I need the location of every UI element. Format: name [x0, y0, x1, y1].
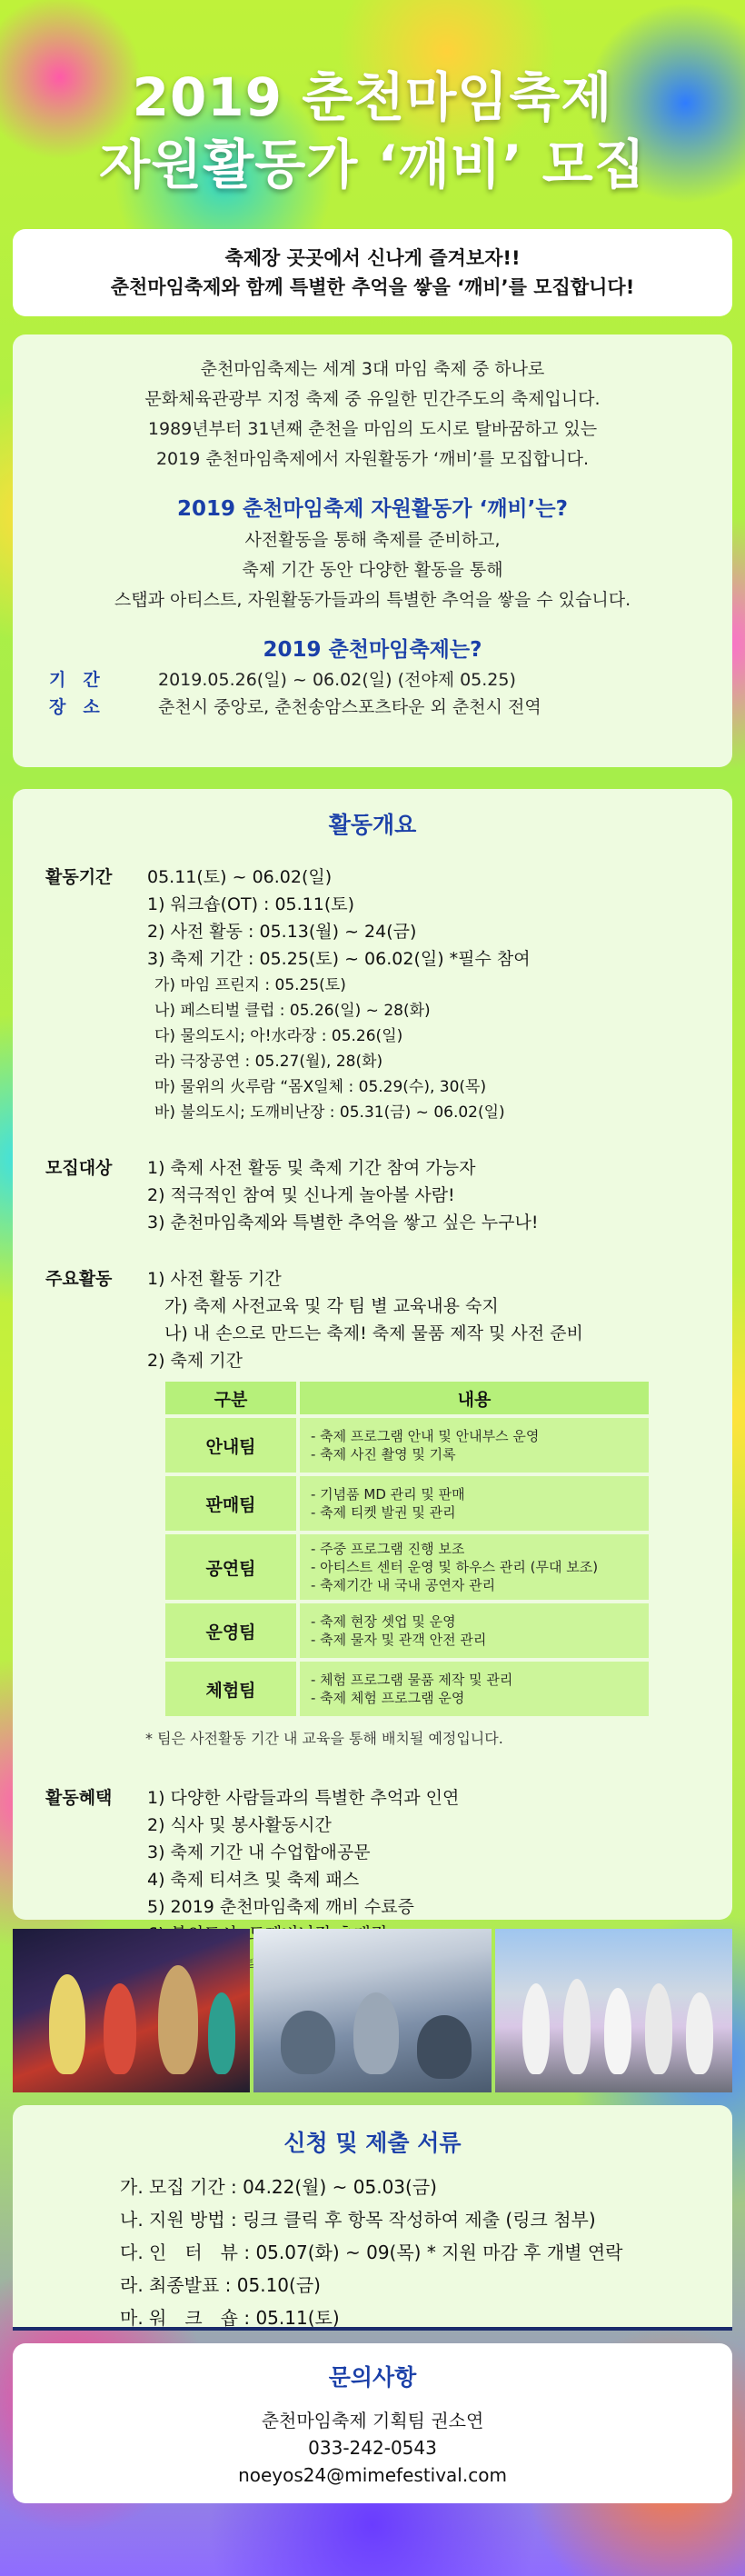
period-sub-line: 라) 극장공연 : 05.27(월), 28(화) — [154, 1053, 383, 1071]
application-line: 다. 인 터 뷰 : 05.07(화) ~ 09(목) * 지원 마감 후 개별 연락 — [120, 2242, 623, 2263]
team-desc-line: - 축제 체험 프로그램 운영 — [311, 1690, 465, 1706]
table-row — [165, 1662, 649, 1716]
target-line: 1) 축제 사전 활동 및 축제 기간 참여 가능자 — [147, 1158, 476, 1178]
intro-line: 2019 춘천마임축제에서 자원활동가 ‘깨비’를 모집합니다. — [155, 449, 590, 469]
period-lines — [147, 864, 531, 1125]
contact-heading: 문의사항 — [328, 2364, 417, 2391]
team-desc-line: - 축제 티켓 발권 및 관리 — [311, 1504, 456, 1521]
team-desc-line: - 기념품 MD 관리 및 판매 — [311, 1486, 465, 1503]
period-section — [45, 864, 700, 1125]
team-desc — [300, 1603, 649, 1658]
team-name: 운영팀 — [165, 1603, 296, 1658]
photo-strip — [13, 1929, 732, 2092]
benefit-line: 4) 축제 티셔츠 및 축제 패스 — [147, 1870, 360, 1890]
team-name: 판매팀 — [165, 1476, 296, 1531]
intro-line: 문화체육관광부 지정 축제 중 유일한 민간주도의 축제입니다. — [144, 389, 601, 409]
team-desc-line: - 아티스트 센터 운영 및 하우스 관리 (무대 보조) — [311, 1559, 599, 1575]
team-table-header-cell: 내용 — [300, 1382, 649, 1414]
team-name: 안내팀 — [165, 1418, 296, 1473]
team-desc-line: - 축제 물자 및 관객 안전 관리 — [311, 1632, 487, 1648]
target-lines — [147, 1154, 538, 1236]
intro-line: 춘천마임축제는 세계 3대 마임 축제 중 하나로 — [200, 359, 545, 379]
team-desc-line: - 주중 프로그램 진행 보조 — [311, 1541, 465, 1557]
main-activity-line: 나) 내 손으로 만드는 축제! 축제 물품 제작 및 사전 준비 — [147, 1323, 583, 1343]
main-activity-label: 주요활동 — [45, 1269, 113, 1289]
table-row — [165, 1476, 649, 1531]
team-desc-line: - 축제 사진 촬영 및 기록 — [311, 1446, 456, 1463]
festival-place-row — [49, 694, 732, 721]
benefit-line: 5) 2019 춘천마임축제 깨비 수료증 — [147, 1897, 414, 1917]
application-line: 마. 워 크 숍 : 05.11(토) — [120, 2307, 340, 2329]
festival-period-value: 2019.05.26(일) ~ 06.02(일) (전야제 05.25) — [158, 670, 516, 690]
period-label: 활동기간 — [45, 867, 113, 887]
what-line: 사전활동을 통해 축제를 준비하고, — [244, 530, 501, 550]
festival-period-row — [49, 666, 732, 694]
overview-card — [13, 789, 732, 1973]
period-sub-line: 바) 불의도시; 도깨비난장 : 05.31(금) ~ 06.02(일) — [154, 1103, 505, 1122]
application-line: 나. 지원 방법 : 링크 클릭 후 항목 작성하여 제출 (링크 첨부) — [120, 2209, 596, 2231]
team-desc-line: - 축제 현장 셋업 및 운영 — [311, 1613, 456, 1630]
period-sub-line: 다) 물의도시; 아!水라장 : 05.26(일) — [154, 1027, 403, 1045]
benefit-line: 2) 식사 및 봉사활동시간 — [147, 1815, 332, 1835]
team-desc — [300, 1662, 649, 1716]
team-desc — [300, 1476, 649, 1531]
banner-line-2: 춘천마임축제와 함께 특별한 추억을 쌓을 ‘깨비’를 모집합니다! — [110, 276, 635, 298]
team-table-header-cell: 구분 — [165, 1382, 296, 1414]
table-row — [165, 1418, 649, 1473]
title-line-1: 2019 춘천마임축제 — [132, 66, 613, 128]
period-line: 1) 워크숍(OT) : 05.11(토) — [147, 894, 355, 914]
overview-heading: 활동개요 — [328, 812, 417, 838]
period-sub-line: 나) 페스티벌 클럽 : 05.26(일) ~ 28(화) — [154, 1002, 431, 1020]
banner-card — [13, 229, 732, 316]
period-sub-line: 마) 물위의 火루람 “몸X일체 : 05.29(수), 30(목) — [154, 1078, 487, 1096]
main-activity-line: 1) 사전 활동 기간 — [147, 1269, 282, 1289]
period-line: 3) 축제 기간 : 05.25(토) ~ 06.02(일) *필수 참여 — [147, 949, 531, 969]
festival-photo-crowd — [253, 1929, 491, 2092]
main-activity-line: 가) 축제 사전교육 및 각 팀 별 교육내용 숙지 — [147, 1296, 499, 1316]
table-row — [165, 1603, 649, 1658]
table-note: * 팀은 사전활동 기간 내 교육을 통해 배치될 예정입니다. — [145, 1730, 503, 1747]
team-table — [162, 1378, 652, 1720]
main-activity-section — [45, 1265, 700, 1374]
application-heading: 신청 및 제출 서류 — [283, 2130, 462, 2156]
application-line: 가. 모집 기간 : 04.22(월) ~ 05.03(금) — [120, 2176, 437, 2198]
benefit-line: 3) 축제 기간 내 수업합애공문 — [147, 1842, 371, 1862]
application-line: 라. 최종발표 : 05.10(금) — [120, 2274, 321, 2296]
intro-card — [13, 334, 732, 767]
team-desc — [300, 1418, 649, 1473]
festival-photo-group — [495, 1929, 732, 2092]
banner-line-1: 축제장 곳곳에서 신나게 즐겨보자!! — [224, 247, 521, 269]
main-activity-lines — [147, 1265, 583, 1374]
intro-line: 1989년부터 31년째 춘천을 마임의 도시로 탈바꿈하고 있는 — [147, 419, 598, 439]
team-desc-line: - 축제 프로그램 안내 및 안내부스 운영 — [311, 1428, 540, 1444]
target-section — [45, 1154, 700, 1236]
what-line: 스탭과 아티스트, 자원활동가들과의 특별한 추억을 쌓을 수 있습니다. — [114, 590, 631, 610]
period-sub-line: 가) 마임 프린지 : 05.25(토) — [154, 976, 346, 994]
application-card — [13, 2105, 732, 2331]
contact-card — [13, 2343, 732, 2503]
team-name: 체험팀 — [165, 1662, 296, 1716]
festival-period-label: 기 간 — [49, 670, 100, 690]
festival-photo-night-parade — [13, 1929, 250, 2092]
contact-team: 춘천마임축제 기획팀 권소연 — [261, 2410, 484, 2431]
festival-heading: 2019 춘천마임축제는? — [263, 638, 482, 662]
target-label: 모집대상 — [45, 1158, 113, 1178]
benefit-note: 혜택은 — [232, 1956, 274, 1973]
team-name: 공연팀 — [165, 1534, 296, 1600]
team-table-header — [165, 1382, 649, 1414]
contact-phone: 033-242-0543 — [308, 2437, 437, 2459]
period-line: 2) 사전 활동 : 05.13(월) ~ 24(금) — [147, 922, 417, 942]
team-desc-line: - 축제기간 내 국내 공연자 관리 — [311, 1577, 496, 1593]
contact-email[interactable]: noeyos24@mimefestival.com — [238, 2464, 507, 2486]
benefit-label: 활동혜택 — [45, 1788, 113, 1808]
what-heading: 2019 춘천마임축제 자원활동가 ‘깨비’는? — [177, 497, 568, 521]
table-row — [165, 1534, 649, 1600]
festival-place-value: 춘천시 중앙로, 춘천송암스포츠타운 외 춘천시 전역 — [158, 697, 541, 717]
festival-place-label: 장 소 — [49, 697, 100, 717]
main-activity-line: 2) 축제 기간 — [147, 1351, 243, 1371]
team-desc — [300, 1534, 649, 1600]
festival-info — [13, 666, 732, 721]
benefit-line: 1) 다양한 사람들과의 특별한 추억과 인연 — [147, 1788, 460, 1808]
title-line-2: 자원활동가 ‘깨비’ 모집 — [99, 134, 646, 195]
page-title — [0, 64, 745, 198]
target-line: 2) 적극적인 참여 및 신나게 놀아볼 사람! — [147, 1185, 455, 1205]
team-desc-line: - 체험 프로그램 물품 제작 및 관리 — [311, 1672, 513, 1688]
what-line: 축제 기간 동안 다양한 활동을 통해 — [242, 560, 503, 580]
target-line: 3) 춘천마임축제와 특별한 추억을 쌓고 싶은 누구나! — [147, 1213, 539, 1233]
period-line: 05.11(토) ~ 06.02(일) — [147, 867, 333, 887]
